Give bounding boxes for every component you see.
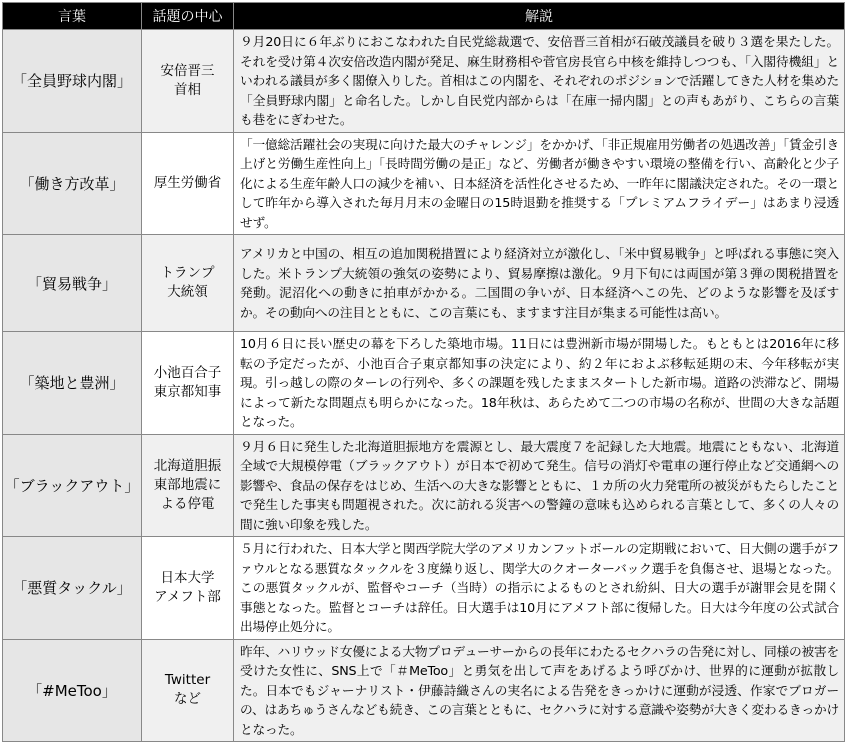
header-subject: 話題の中心 bbox=[142, 3, 234, 30]
word-cell: 「全員野球内閣」 bbox=[3, 30, 142, 133]
table-row bbox=[3, 434, 845, 537]
description-cell: アメリカと中国の、相互の追加関税措置により経済対立が激化し、「米中貿易戦争」と呼ばれる事態に突入した。米トランプ大統領の強気の姿勢により、貿易摩擦は激化。９月下旬には両国が第３弾の関税措置を発動。泥沼化への動きに拍車がかかる。二国間の争いが、日本経済へこの先、どのような影響を及ぼすか。その動向への注目とともに、この言葉にも、ますます注目が集まる可能性は高い。 bbox=[234, 235, 845, 332]
description-cell: 10月６日に長い歴史の幕を下ろした築地市場。11日には豊洲新市場が開場した。もともとは2016年に移転の予定だったが、小池百合子東京都知事の決定により、約２年におよぶ移転延期の末、今年移転が実現。引っ越しの際のターレの行列や、多くの課題を残したままスタートした新市場。道路の渋滞など、開場によって新たな問題点も明らかになった。18年秋は、あらためて二つの市場の名称が、世間の大きな話題となった。 bbox=[234, 332, 845, 435]
subject-line: 日本大学 bbox=[160, 569, 215, 586]
word-cell: 「悪質タックル」 bbox=[3, 537, 142, 640]
header-row bbox=[3, 3, 845, 30]
subject-line: など bbox=[174, 691, 201, 708]
description-cell: 昨年、ハリウッド女優による大物プロデューサーからの長年にわたるセクハラの告発に対し、同様の被害を受けた女性に、SNS上で「＃MeToo」と勇気を出して声をあげるよう呼びかけ、世界的に運動が拡散した。日本でもジャーナリスト・伊藤詩織さんの実名による告発をきっかけに運動が浸透、作家でブロガーの、はあちゅうさんなども続き、この言葉とともに、セクハラに対する意識や姿勢が大きく変わるきっかけとなった。 bbox=[234, 639, 845, 742]
subject-line: 北海道胆振 bbox=[153, 457, 222, 474]
header-description: 解説 bbox=[234, 3, 845, 30]
subject-line: 大統領 bbox=[167, 284, 208, 300]
description-cell: ５月に行われた、日本大学と関西学院大学のアメリカンフットボールの定期戦において、日大側の選手がファウルとなる悪質なタックルを３度繰り返し、関学大のクオーターバック選手を負傷させ、退場となった。この悪質タックルが、監督やコーチ（当時）の指示によるものとされ紛糾、日大の選手が謝罪会見を開く事態となった。監督とコーチは辞任。日大選手は10月にアメフト部に復帰した。日大は今年度の公式試合出場停止処分に。 bbox=[234, 537, 845, 640]
table-row bbox=[3, 537, 845, 640]
table-row bbox=[3, 30, 845, 133]
word-cell: 「貿易戦争」 bbox=[3, 235, 142, 332]
subject-line: 厚生労働省 bbox=[153, 174, 222, 191]
subject-cell bbox=[142, 235, 234, 332]
subject-line: 小池百合子 bbox=[153, 364, 222, 381]
subject-cell bbox=[142, 537, 234, 640]
table-row bbox=[3, 332, 845, 435]
subject-cell bbox=[142, 30, 234, 133]
description-cell: ９月６日に発生した北海道胆振地方を震源とし、最大震度７を記録した大地震。地震にともない、北海道全域で大規模停電（ブラックアウト）が日本で初めて発生。信号の消灯や電車の運行停止など交通網への影響や、食品の保存をはじめ、生活への大きな影響とともに、１カ所の火力発電所の被災がもたらしたことで発生した事実も問題視された。次に訪れる災害への警鐘の意味も込められる言葉として、多くの人々の間に強い印象を残した。 bbox=[234, 434, 845, 537]
description-cell: 「一億総活躍社会の実現に向けた最大のチャレンジ」をかかげ、「非正規雇用労働者の処遇改善」「賃金引き上げと労働生産性向上」「長時間労働の是正」など、労働者が働きやすい環境の整備を行い、高齢化と少子化による生産年齢人口の減少を補い、日本経済を活性化させるため、一昨年に閣議決定された。その一環として昨年から導入された毎月月末の金曜日の15時退勤を推奨する「プレミアムフライデー」はあまり浸透せず。 bbox=[234, 132, 845, 235]
subject-cell bbox=[142, 132, 234, 235]
table-row bbox=[3, 235, 845, 332]
subject-line: Twitter bbox=[164, 672, 211, 689]
word-cell: 「#MeToo」 bbox=[3, 639, 142, 742]
subject-line: 首相 bbox=[174, 81, 201, 98]
table-row bbox=[3, 132, 845, 235]
buzzword-table bbox=[2, 2, 845, 742]
description-cell: ９月20日に６年ぶりにおこなわれた自民党総裁選で、安倍晋三首相が石破茂議員を破り３選を果たした。それを受け第４次安倍改造内閣が発足、麻生財務相や菅官房長官ら中核を維持しつつも、「入閣待機組」といわれる議員が多く閣僚入りした。首相はこの内閣を、それぞれのポジションで活躍してきた人材を集めた「全員野球内閣」と命名した。しかし自民党内部からは「在庫一掃内閣」との声もあがり、こちらの言葉も巷をにぎわせた。 bbox=[234, 30, 845, 133]
subject-line: アメフト部 bbox=[154, 588, 221, 605]
subject-line: トランプ bbox=[160, 265, 215, 281]
subject-line: 東部地震に bbox=[153, 476, 222, 493]
subject-line: 東京都知事 bbox=[153, 383, 222, 400]
table-row bbox=[3, 639, 845, 742]
subject-line: よる停電 bbox=[160, 495, 215, 512]
word-cell: 「築地と豊洲」 bbox=[3, 332, 142, 435]
word-cell: 「ブラックアウト」 bbox=[3, 434, 142, 537]
word-cell: 「働き方改革」 bbox=[3, 132, 142, 235]
header-word: 言葉 bbox=[3, 3, 142, 30]
subject-cell bbox=[142, 332, 234, 435]
subject-cell bbox=[142, 639, 234, 742]
subject-cell bbox=[142, 434, 234, 537]
subject-line: 安倍晋三 bbox=[160, 62, 215, 79]
